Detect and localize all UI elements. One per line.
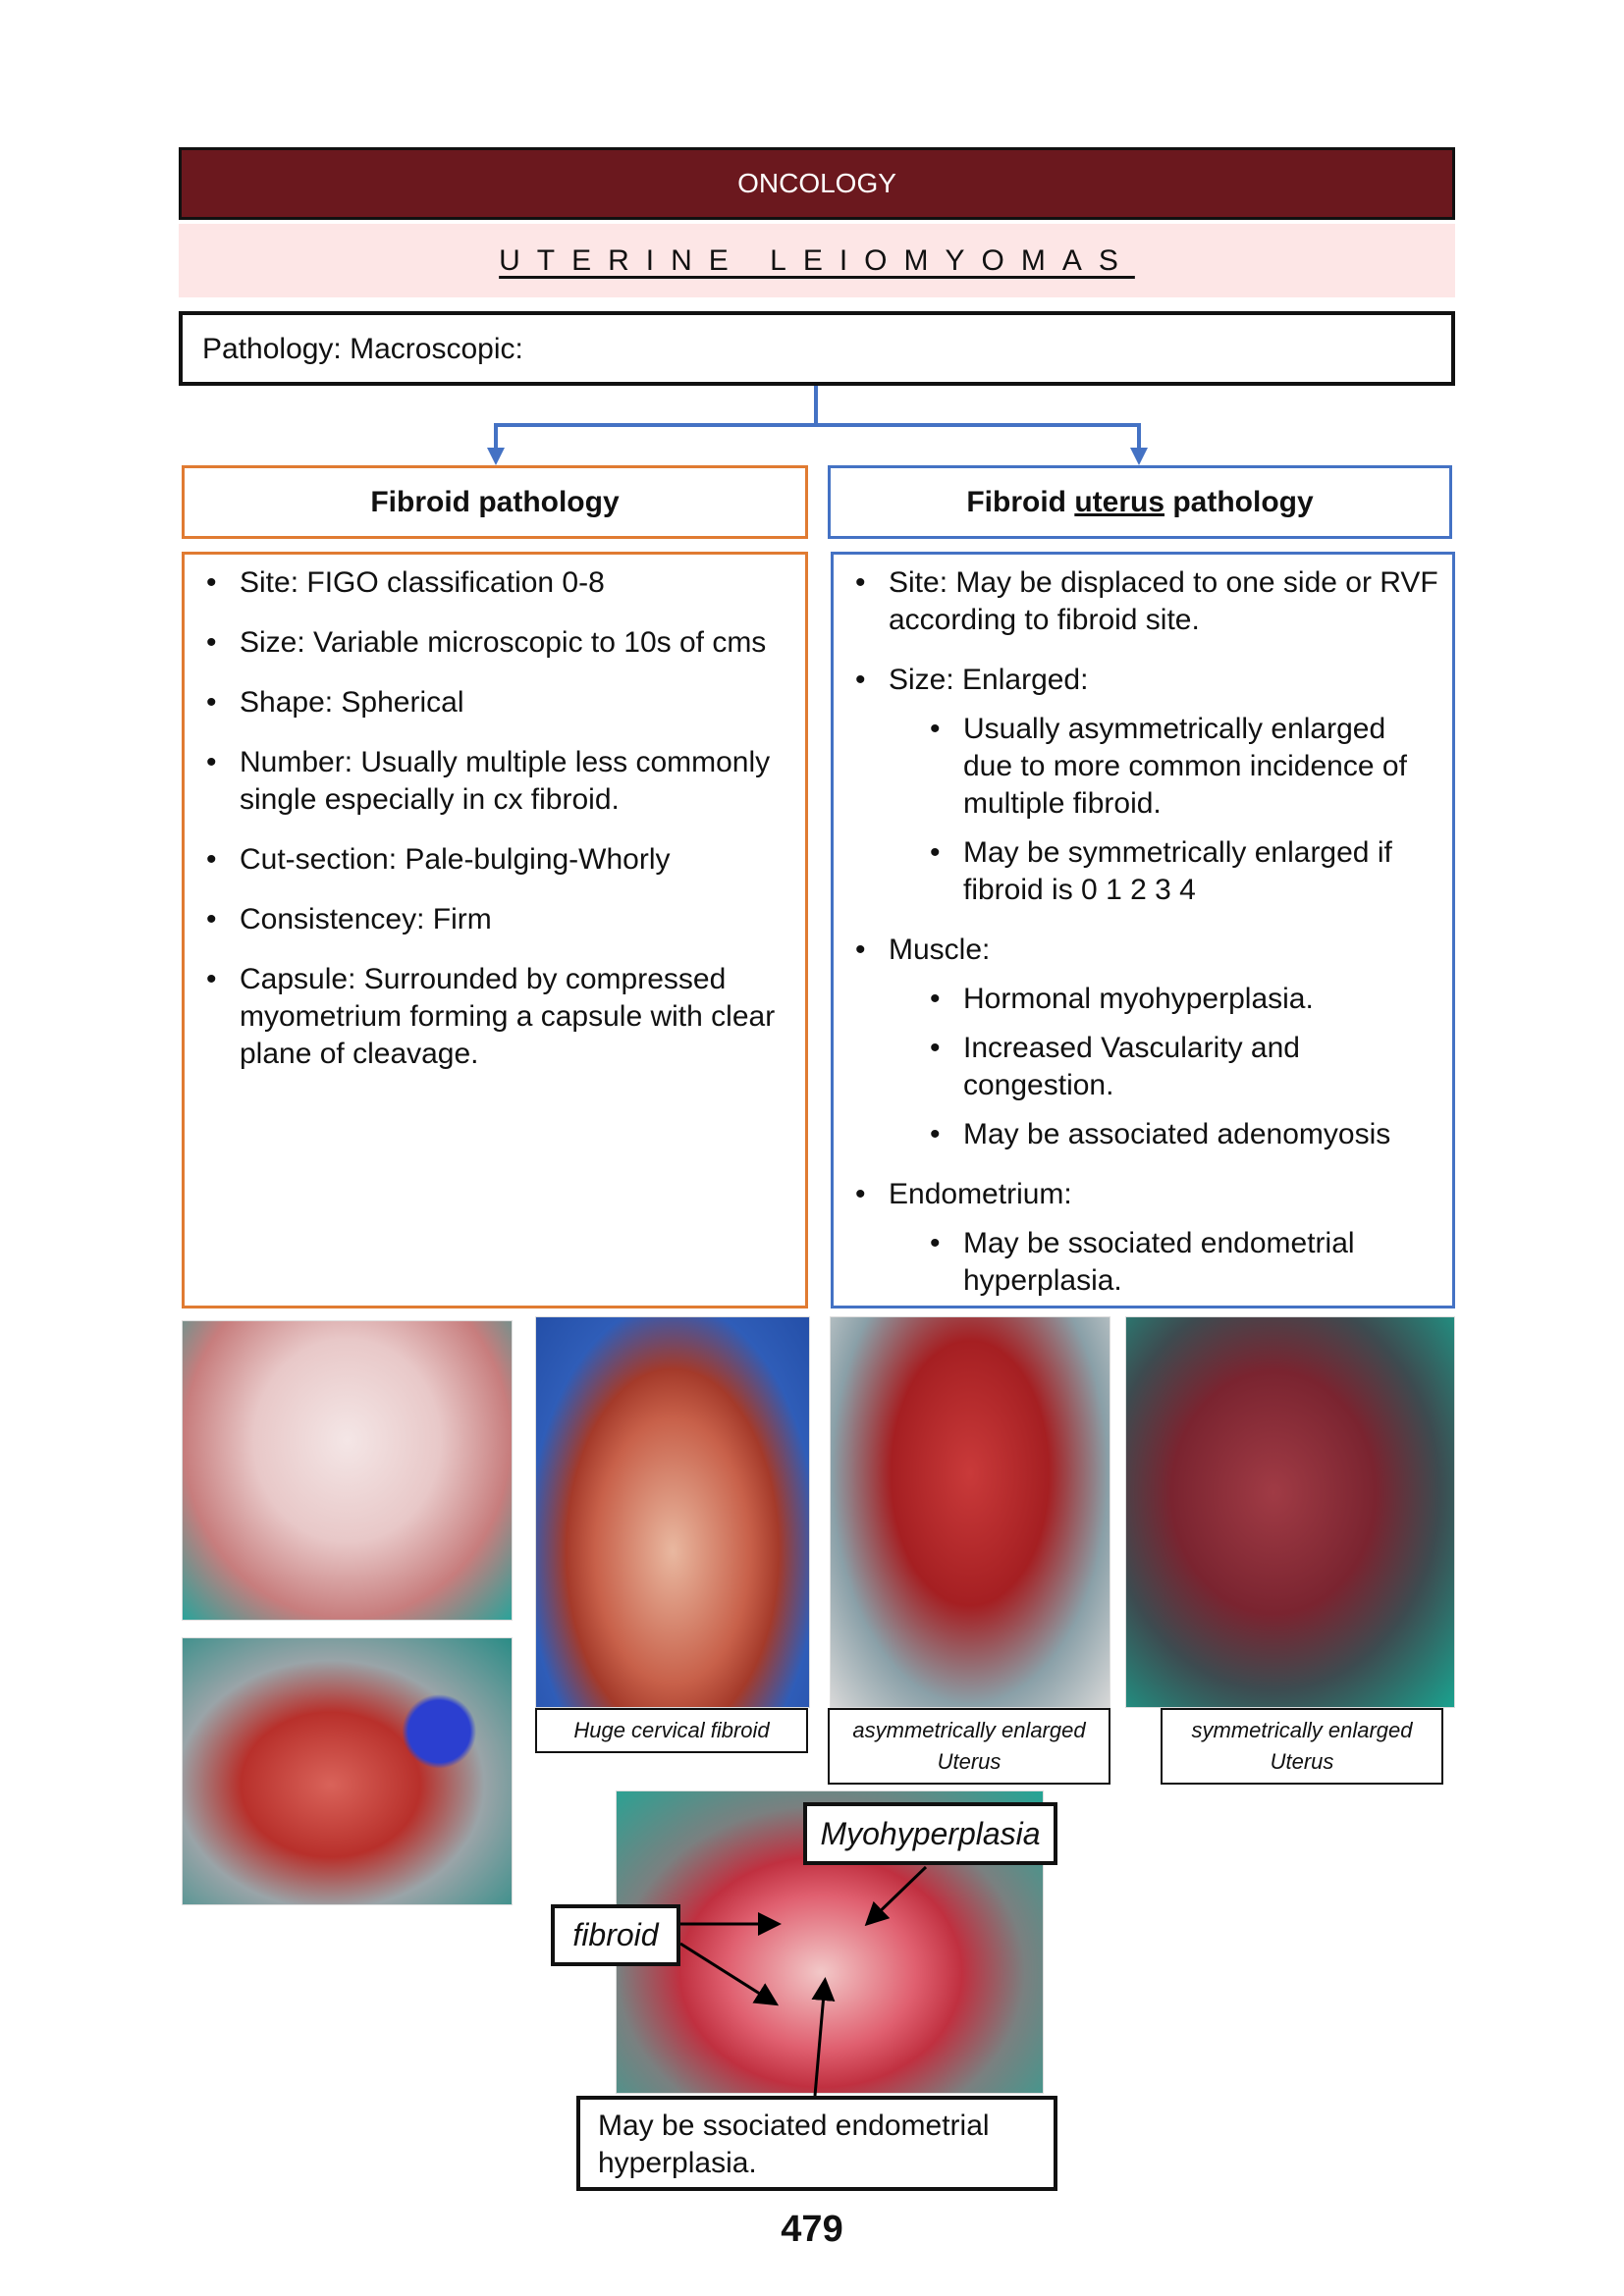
- fibroid-pathology-title: Fibroid pathology: [370, 485, 620, 518]
- caption-text: Uterus: [1270, 1749, 1334, 1774]
- list-item: • Site: FIGO classification 0-8: [198, 564, 791, 602]
- muscle-label: Muscle:: [889, 934, 991, 966]
- list-item: [847, 932, 1438, 1153]
- sub-item: • May be associated adenomyosis: [847, 1116, 1438, 1153]
- sub-item: • Hormonal myohyperplasia.: [847, 981, 1438, 1018]
- callout-text: May be ssociated endometrial hyperplasia.: [598, 2109, 990, 2179]
- heading-underlined: uterus: [1074, 485, 1164, 518]
- photo-asymmetric-uterus: [830, 1316, 1110, 1708]
- callout-text: fibroid: [572, 1917, 659, 1952]
- list-item: • Shape: Spherical: [198, 684, 791, 721]
- sub-item: • May be symmetrically enlarged if fibroid is 0 1 2 3 4: [847, 834, 1438, 909]
- list-item: [847, 662, 1438, 909]
- fibroid-uterus-pathology-header: [828, 465, 1452, 539]
- list-item: • Cut-section: Pale-bulging-Whorly: [198, 841, 791, 879]
- pathology-heading: Pathology: Macroscopic:: [179, 311, 1455, 386]
- caption-text: symmetrically enlarged: [1191, 1718, 1413, 1742]
- callout-myohyperplasia: [803, 1802, 1057, 1865]
- heading-part: pathology: [1164, 485, 1314, 518]
- page-number: 479: [781, 2209, 843, 2250]
- photo-cervical-fibroid: [535, 1316, 810, 1708]
- callout-fibroid: [551, 1904, 680, 1966]
- size-label: Size: Enlarged:: [889, 664, 1089, 696]
- sub-item: • Usually asymmetrically enlarged due to more common incidence of multiple fibroid.: [847, 711, 1438, 823]
- list-item: • Consistencey: Firm: [198, 901, 791, 938]
- list-item: [847, 1176, 1438, 1300]
- heading-part: Fibroid: [966, 485, 1075, 518]
- photo-symmetric-uterus: [1125, 1316, 1455, 1708]
- connector-arrows: [0, 0, 1624, 471]
- caption-text: Huge cervical fibroid: [573, 1718, 770, 1742]
- photo-fibroid-cut-section: [182, 1320, 513, 1621]
- callout-endometrial: [576, 2096, 1057, 2191]
- callout-text: Myohyperplasia: [820, 1815, 1041, 1851]
- caption-text: asymmetrically enlarged: [852, 1718, 1086, 1742]
- section-label: ONCOLOGY: [737, 168, 896, 198]
- sub-item: • Increased Vascularity and congestion.: [847, 1030, 1438, 1104]
- fibroid-pathology-list: [182, 552, 808, 1308]
- list-item: • Site: May be displaced to one side or RVF according to fibroid site.: [847, 564, 1438, 639]
- list-item: • Capsule: Surrounded by compressed myometrium forming a capsule with clear plane of cleavage.: [198, 961, 791, 1073]
- caption-cervical-fibroid: [535, 1708, 808, 1753]
- endometrium-label: Endometrium:: [889, 1178, 1072, 1210]
- fibroid-pathology-header: [182, 465, 808, 539]
- list-item: • Number: Usually multiple less commonly single especially in cx fibroid.: [198, 744, 791, 819]
- fibroid-uterus-pathology-list: [831, 552, 1455, 1308]
- list-item: • Size: Variable microscopic to 10s of cms: [198, 624, 791, 662]
- sub-item: • May be ssociated endometrial hyperplasia.: [847, 1225, 1438, 1300]
- page-title: UTERINE LEIOMYOMAS: [499, 243, 1135, 277]
- caption-text: Uterus: [937, 1749, 1001, 1774]
